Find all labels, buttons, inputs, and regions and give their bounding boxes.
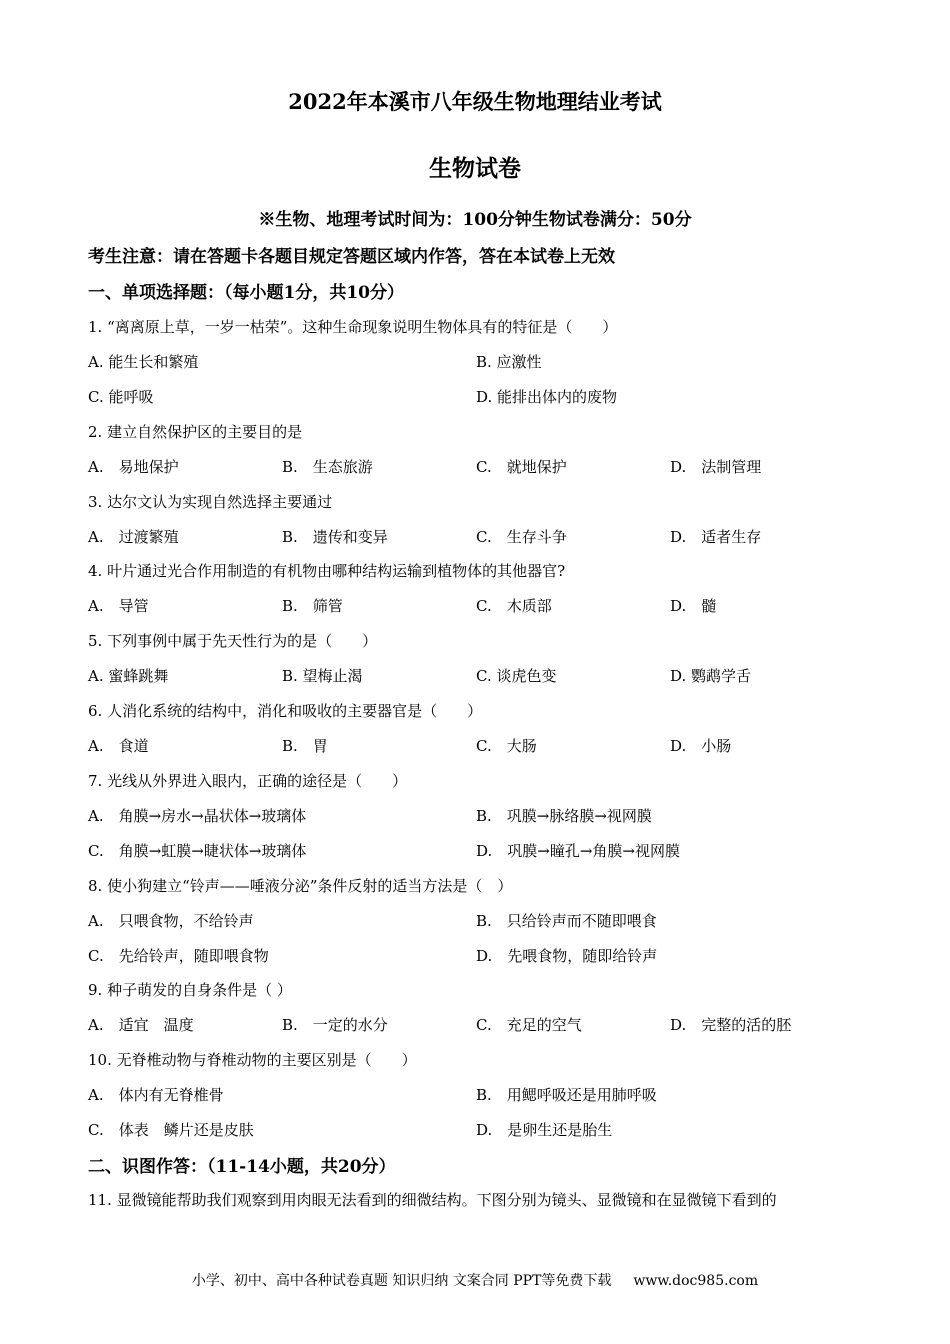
q4-option-a: A. 导管 — [88, 597, 149, 615]
q10-option-d: D. 是卵生还是胎生 — [476, 1121, 613, 1139]
q8-option-c: C. 先给铃声，随即喂食物 — [88, 947, 269, 965]
q5-option-b: B. 望梅止渴 — [282, 667, 363, 685]
section2-heading: 二、识图作答：（11-14小题，共20分） — [88, 1157, 396, 1177]
question-4: 4. 叶片通过光合作用制造的有机物由哪种结构运输到植物体的其他器官? — [88, 562, 566, 580]
q3-option-c: C. 生存斗争 — [476, 528, 567, 546]
q9-option-d: D. 完整的活的胚 — [670, 1016, 792, 1034]
q2-option-d: D. 法制管理 — [670, 458, 762, 476]
q1-option-c: C. 能呼吸 — [88, 388, 154, 406]
q9-option-a: A. 适宜 温度 — [88, 1016, 194, 1034]
q7-option-c: C. 角膜→虹膜→睫状体→玻璃体 — [88, 842, 307, 860]
q3-option-b: B. 遗传和变异 — [282, 528, 388, 546]
q9-option-c: C. 充足的空气 — [476, 1016, 582, 1034]
q4-option-b: B. 筛管 — [282, 597, 343, 615]
question-6: 6. 人消化系统的结构中，消化和吸收的主要器官是（ ） — [88, 702, 483, 720]
q5-option-a: A. 蜜蜂跳舞 — [88, 667, 169, 685]
q10-option-b: B. 用鳃呼吸还是用肺呼吸 — [476, 1086, 657, 1104]
q4-option-d: D. 髓 — [670, 597, 717, 615]
question-3: 3. 达尔文认为实现自然选择主要通过 — [88, 493, 333, 511]
q5-option-c: C. 谈虎色变 — [476, 667, 557, 685]
q8-option-a: A. 只喂食物，不给铃声 — [88, 912, 254, 930]
q8-option-b: B. 只给铃声而不随即喂食 — [476, 912, 657, 930]
section1-heading: 一、单项选择题：（每小题1分，共10分） — [88, 283, 404, 303]
exam-subtitle: 生物试卷 — [429, 155, 521, 182]
question-1: 1. “离离原上草，一岁一枯荣”。这种生命现象说明生物体具有的特征是（ ） — [88, 318, 618, 336]
q2-option-b: B. 生态旅游 — [282, 458, 373, 476]
candidate-notice: 考生注意：请在答题卡各题目规定答题区域内作答，答在本试卷上无效 — [88, 247, 615, 267]
footer-url[interactable]: www.doc985.com — [633, 1273, 759, 1289]
q10-option-a: A. 体内有无脊椎骨 — [88, 1086, 224, 1104]
q3-option-d: D. 适者生存 — [670, 528, 762, 546]
question-5: 5. 下列事例中属于先天性行为的是（ ） — [88, 632, 378, 650]
page-footer — [0, 1270, 950, 1290]
q4-option-c: C. 木质部 — [476, 597, 552, 615]
q2-option-a: A. 易地保护 — [88, 458, 179, 476]
q9-option-b: B. 一定的水分 — [282, 1016, 388, 1034]
q2-option-c: C. 就地保护 — [476, 458, 567, 476]
question-10: 10. 无脊椎动物与脊椎动物的主要区别是（ ） — [88, 1051, 417, 1069]
q7-option-a: A. 角膜→房水→晶状体→玻璃体 — [88, 807, 307, 825]
q10-option-c: C. 体表 鳞片还是皮肤 — [88, 1121, 254, 1139]
q6-option-d: D. 小肠 — [670, 737, 732, 755]
q3-option-a: A. 过渡繁殖 — [88, 528, 179, 546]
exam-title: 2022年本溪市八年级生物地理结业考试 — [288, 89, 662, 114]
question-2: 2. 建立自然保护区的主要目的是 — [88, 423, 303, 441]
q1-option-b: B. 应激性 — [476, 353, 542, 371]
q7-option-d: D. 巩膜→瞳孔→角膜→视网膜 — [476, 842, 680, 860]
q6-option-c: C. 大肠 — [476, 737, 537, 755]
q1-option-d: D. 能排出体内的废物 — [476, 388, 618, 406]
question-7: 7. 光线从外界进入眼内，正确的途径是（ ） — [88, 772, 408, 790]
q7-option-b: B. 巩膜→脉络膜→视网膜 — [476, 807, 652, 825]
q5-option-d: D. 鹦鹉学舌 — [670, 667, 752, 685]
question-11: 11. 显微镜能帮助我们观察到用肉眼无法看到的细微结构。下图分别为镜头、显微镜和在显微镜下看到的 — [88, 1191, 777, 1209]
footer-text: 小学、初中、高中各种试卷真题 知识归纳 文案合同 PPT等免费下载 — [191, 1273, 612, 1289]
q6-option-b: B. 胃 — [282, 737, 328, 755]
q8-option-d: D. 先喂食物，随即给铃声 — [476, 947, 658, 965]
time-note: ※生物、地理考试时间为：100分钟生物试卷满分：50分 — [258, 210, 692, 230]
question-9: 9. 种子萌发的自身条件是（ ） — [88, 981, 292, 999]
q6-option-a: A. 食道 — [88, 737, 149, 755]
q1-option-a: A. 能生长和繁殖 — [88, 353, 199, 371]
question-8: 8. 使小狗建立“铃声——唾液分泌”条件反射的适当方法是（ ） — [88, 877, 513, 895]
